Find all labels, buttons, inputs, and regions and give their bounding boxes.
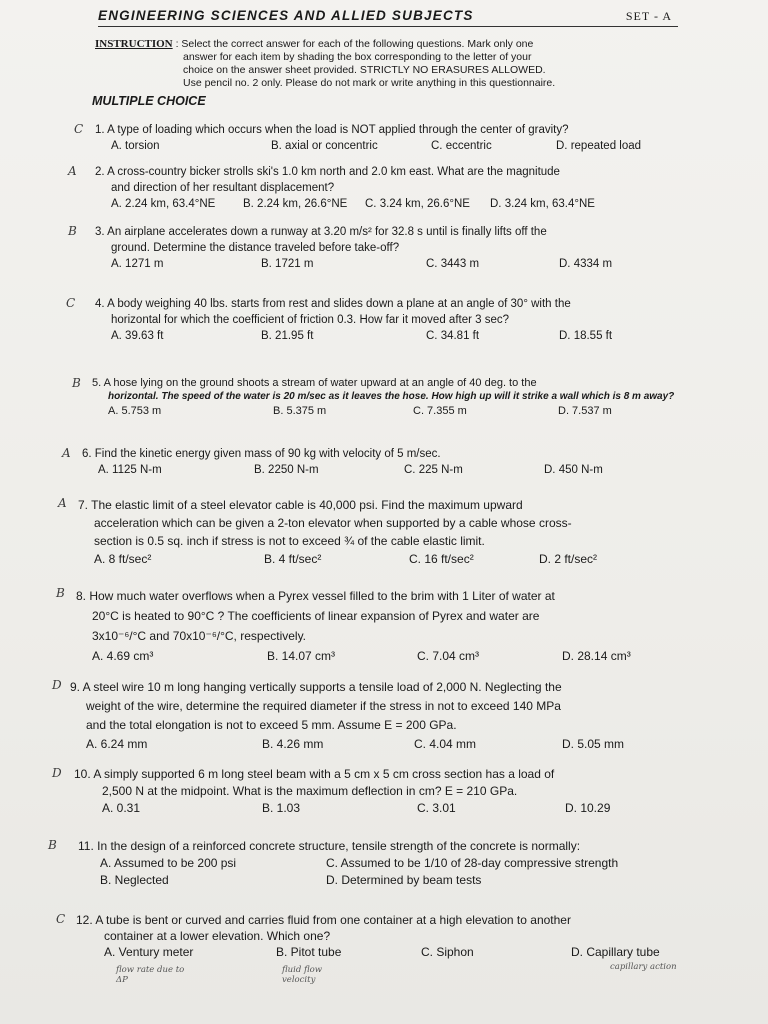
question-item: 9. A steel wire 10 m long hanging vertically supports a tensile load of 2,000 N. Neglecting the weight of the wire, determine the required diameter if the stress in not to exceed 140 MPa and the total elongation is not to exceed 5 mm. Assume E = 200 GPa. A. 6.24 mm B. 4.26 mm C. 4.04 mm D. 5.05 mm	[70, 680, 625, 751]
answer-mark: A	[62, 446, 71, 460]
handwritten-note: fluid flow velocity	[282, 965, 323, 985]
answer-mark: B	[48, 838, 57, 852]
section-heading: MULTIPLE CHOICE	[92, 94, 206, 108]
instructions-label: INSTRUCTION	[95, 38, 173, 50]
question-item: 12. A tube is bent or curved and carries fluid from one container at a high elevation to another container at a lower elevation. Which one? A. Ventury meter B. Pitot tube C. Siphon D. Capillary tube	[76, 913, 660, 959]
question-item: 7. The elastic limit of a steel elevator cable is 40,000 psi. Find the maximum upward acceleration which can be given a 2-ton elevator when supported by a cable whose cross- section is 0.5 sq. inch if stress is not to exceed ¾ of the cable elastic limit. A. 8 ft/sec² B. 4 ft/sec² C. 16 ft/sec² D. 2 ft/sec²	[78, 498, 598, 566]
answer-mark: B	[68, 224, 77, 238]
answer-mark: D	[52, 766, 62, 780]
answer-mark: D	[52, 678, 62, 692]
answer-mark: C	[74, 122, 84, 136]
answer-mark: B	[56, 586, 65, 600]
exam-header	[98, 8, 678, 27]
question-item: 6. Find the kinetic energy given mass of 90 kg with velocity of 5 m/sec. A. 1125 N-m B. 2250 N-m C. 225 N-m D. 450 N-m	[82, 448, 603, 476]
exam-set: SET - A	[625, 9, 672, 23]
handwritten-note: flow rate due to ΔP	[116, 965, 185, 985]
question-item: 1. A type of loading which occurs when the load is NOT applied through the center of gravity? A. torsion B. axial or concentric C. eccentric D. repeated load	[95, 124, 642, 152]
answer-mark: C	[66, 296, 76, 310]
answer-mark: C	[56, 912, 66, 926]
question-item: 8. How much water overflows when a Pyrex vessel filled to the brim with 1 Liter of water at 20°C is heated to 90°C ? The coefficients of linear expansion of Pyrex and water are 3x10⁻⁶/°C and 70x10⁻⁶/°C, respectively. A. 4.69 cm³ B. 14.07 cm³ C. 7.04 cm³ D. 28.14 cm³	[76, 589, 631, 663]
question-item: 11. In the design of a reinforced concrete structure, tensile strength of the concrete is normally: A. Assumed to be 200 psi C. Assumed to be 1/10 of 28-day compressive strength B. Neglected D. Determined by beam tests	[78, 839, 619, 887]
question-item: 2. A cross-country bicker strolls ski's 1.0 km north and 2.0 km east. What are the magnitude and direction of her resultant displacement? A. 2.24 km, 63.4°NE B. 2.24 km, 26.6°NE C. 3.24 km, 26.6°NE D. 3.24 km, 63.4°NE	[95, 166, 595, 210]
answer-mark: A	[68, 164, 77, 178]
handwritten-note: capillary action	[610, 962, 677, 972]
answer-mark: A	[58, 496, 67, 510]
exam-title: ENGINEERING SCIENCES AND ALLIED SUBJECTS	[98, 8, 474, 23]
instructions-block: INSTRUCTION : Select the correct answer for each of the following questions. Mark only one answer for each item by shading the box corresponding to the letter of your choice on the answer sheet provided. STRICTLY NO ERASURES ALLOWED. Use pencil no. 2 only. Please do not mark or write anything in this questionnaire.	[95, 38, 556, 89]
question-item: 5. A hose lying on the ground shoots a stream of water upward at an angle of 40 deg. to the horizontal. The speed of the water is 20 m/sec as it leaves the hose. How high up will it strike a wall which is 8 m away? A. 5.753 m B. 5.375 m C. 7.355 m D. 7.537 m	[92, 377, 675, 417]
question-item: 4. A body weighing 40 lbs. starts from rest and slides down a plane at an angle of 30° with the horizontal for which the coefficient of friction 0.3. How far it moved after 3 sec? A. 39.63 ft B. 21.95 ft C. 34.81 ft D. 18.55 ft	[95, 298, 613, 342]
question-item: 10. A simply supported 6 m long steel beam with a 5 cm x 5 cm cross section has a load of 2,500 N at the midpoint. What is the maximum deflection in cm? E = 210 GPa. A. 0.31 B. 1.03 C. 3.01 D. 10.29	[74, 767, 611, 815]
answer-mark: B	[72, 376, 81, 390]
question-item: 3. An airplane accelerates down a runway at 3.20 m/s² for 32.8 s until is finally lifts off the ground. Determine the distance traveled before take-off? A. 1271 m B. 1721 m C. 3443 m D. 4334 m	[95, 226, 613, 270]
